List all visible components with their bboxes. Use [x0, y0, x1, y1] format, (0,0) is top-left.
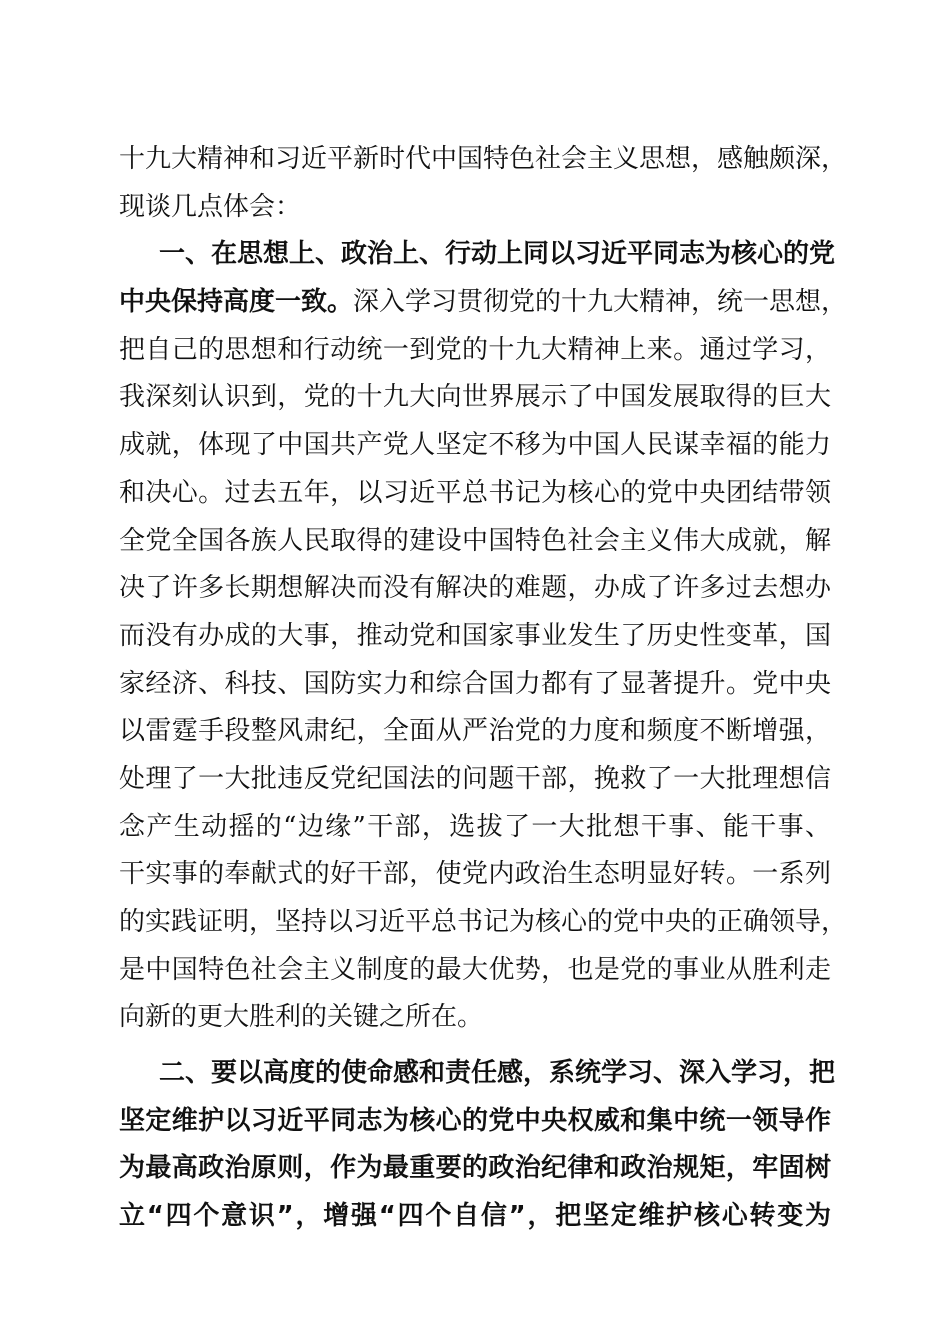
section1-heading-line-1: 一、在思想上、政治上、行动上同以习近平同志为核心的党: [159, 239, 836, 270]
section2-line: 立“四个意识”，增强“四个自信”，把坚定维护核心转变为: [119, 1201, 831, 1232]
section1-body-line: 把自己的思想和行动统一到党的十九大精神上来。通过学习，: [119, 334, 831, 365]
section1-body-line: 以雷霆手段整风肃纪，全面从严治党的力度和频度不断增强，: [119, 716, 831, 747]
section2-line: 为最高政治原则，作为最重要的政治纪律和政治规矩，牢固树: [119, 1153, 831, 1184]
section1-body-line: 而没有办成的大事，推动党和国家事业发生了历史性变革，国: [119, 620, 831, 651]
section1-body-line: 我深刻认识到，党的十九大向世界展示了中国发展取得的巨大: [119, 382, 831, 413]
section1-body-line: 和决心。过去五年，以习近平总书记为核心的党中央团结带领: [119, 477, 831, 508]
intro-line-2: 现谈几点体会：: [119, 191, 302, 222]
section1-body-line: 家经济、科技、国防实力和综合国力都有了显著提升。党中央: [119, 668, 831, 699]
section1-body-line: 是中国特色社会主义制度的最大优势，也是党的事业从胜利走: [119, 954, 831, 985]
section1-body-line: 决了许多长期想解决而没有解决的难题，办成了许多过去想办: [119, 573, 831, 604]
section1-body-line: 成就，体现了中国共产党人坚定不移为中国人民谋幸福的能力: [119, 430, 831, 461]
section2-line: 坚定维护以习近平同志为核心的党中央权威和集中统一领导作: [119, 1105, 831, 1136]
section1-body-line: 向新的更大胜利的关键之所在。: [119, 1002, 484, 1033]
paragraph-gap: [119, 1042, 831, 1050]
section2-line: 二、要以高度的使命感和责任感，系统学习、深入学习，把: [159, 1058, 836, 1089]
section1-body-line: 处理了一大批违反党纪国法的问题干部，挽救了一大批理想信: [119, 763, 831, 794]
document-page: [119, 136, 848, 1241]
section1-body-line: 干实事的奉献式的好干部，使党内政治生态明显好转。一系列: [119, 859, 831, 890]
section1-body-line: 的实践证明，坚持以习近平总书记为核心的党中央的正确领导，: [119, 907, 848, 937]
section1-heading-tail: 中央保持高度一致。: [119, 287, 354, 318]
section1-body-line: 全党全国各族人民取得的建设中国特色社会主义伟大成就，解: [119, 525, 831, 556]
intro-line-1: 十九大精神和习近平新时代中国特色社会主义思想，感触颇深，: [119, 144, 848, 174]
section1-body-line: 念产生动摇的“边缘”干部，选拔了一大批想干事、能干事、: [119, 811, 831, 842]
section1-heading-line-2: [119, 279, 848, 327]
section1-body-start: 深入学习贯彻党的十九大精神，统一思想，: [353, 287, 848, 318]
